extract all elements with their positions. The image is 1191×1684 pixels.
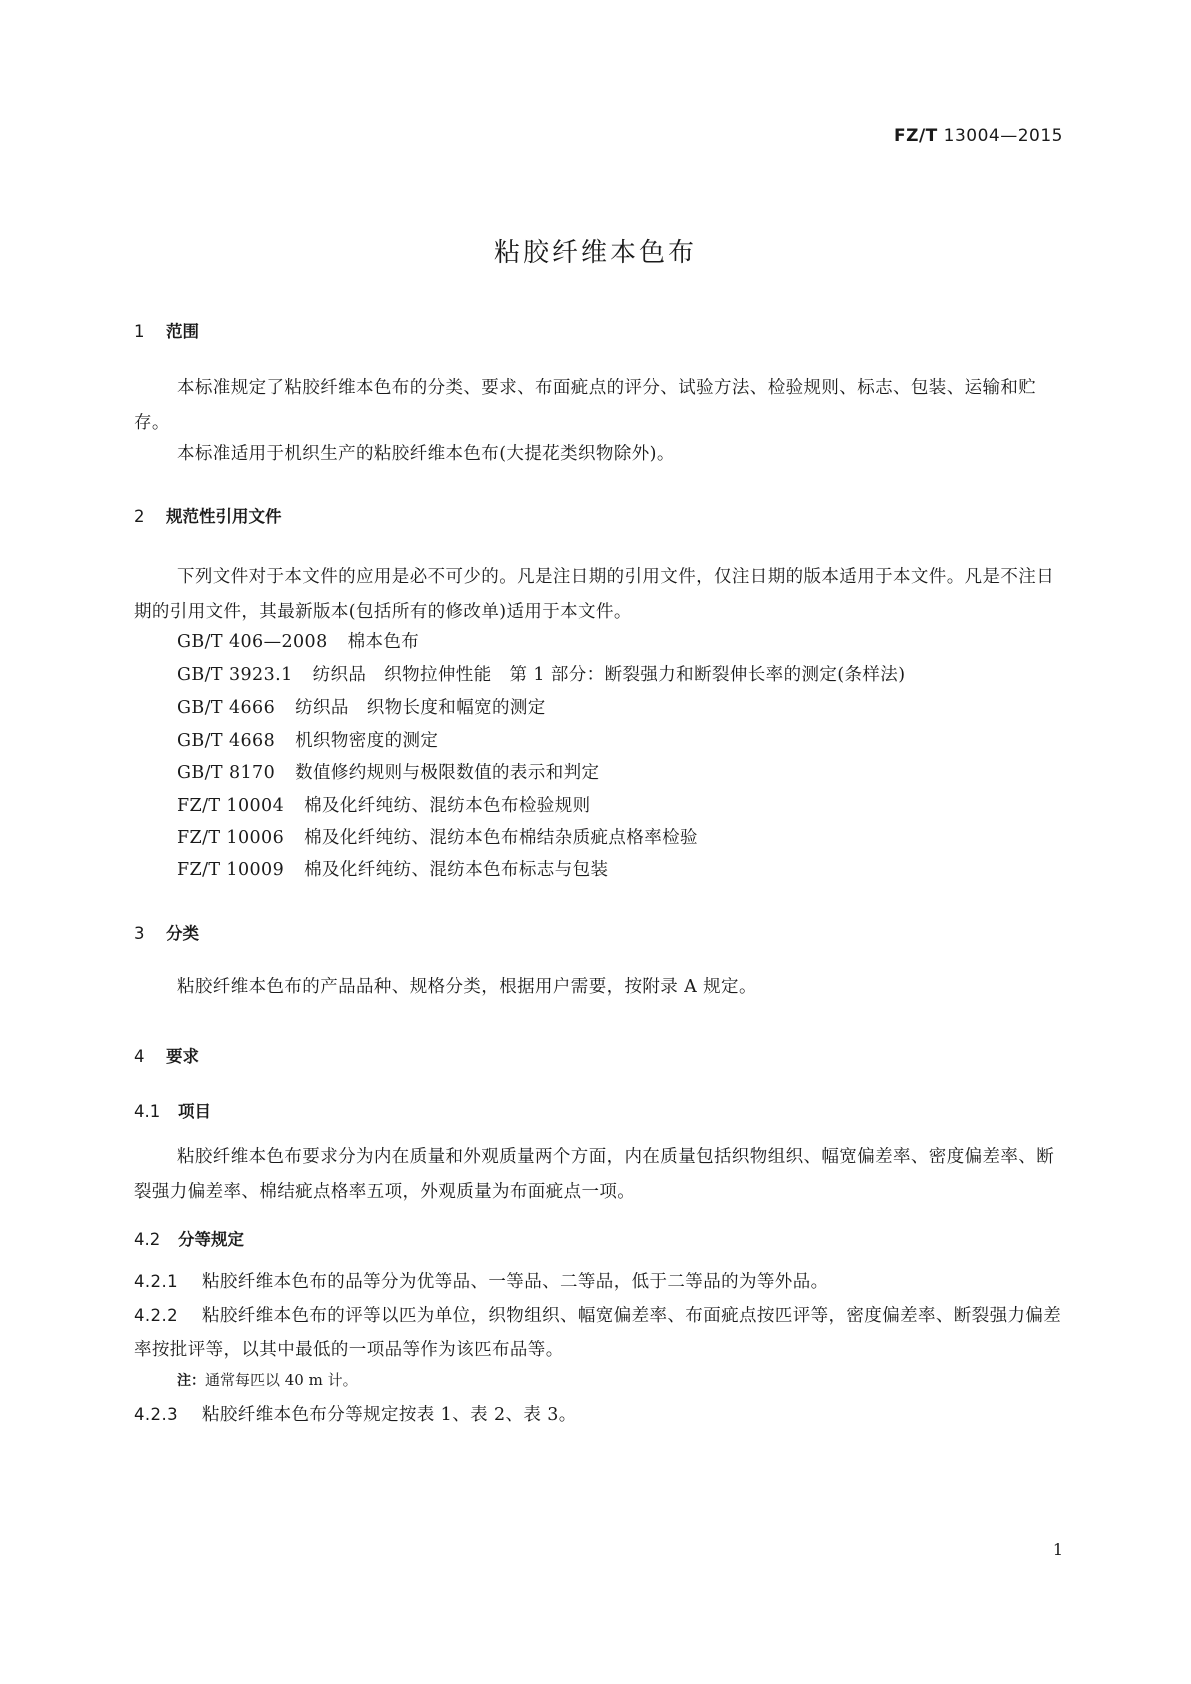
section-number: 2: [134, 507, 145, 526]
page-number: 1: [1052, 1540, 1063, 1559]
section-title: 要求: [166, 1047, 199, 1066]
note: [177, 1369, 358, 1390]
clause-4-2-2: [134, 1299, 1062, 1367]
section-number: 3: [134, 924, 145, 943]
reference-item: [177, 628, 419, 653]
paragraph-text: 本标准规定了粘胶纤维本色布的分类、要求、布面疵点的评分、试验方法、检验规则、标志、包装、运输和贮存。: [134, 378, 1037, 433]
clause-number: 4.2.2: [134, 1306, 178, 1325]
paragraph-text: 下列文件对于本文件的应用是必不可少的。凡是注日期的引用文件，仅注日期的版本适用于本文件。凡是不注日期的引用文件，其最新版本(包括所有的修改单)适用于本文件。: [134, 567, 1055, 622]
reference-code: GB/T 8170: [177, 763, 276, 783]
reference-item: [177, 727, 438, 752]
reference-item: [177, 856, 608, 881]
reference-code: FZ/T 10006: [177, 828, 285, 848]
reference-item: [177, 694, 546, 719]
section-number: 1: [134, 322, 145, 341]
paragraph-text: 粘胶纤维本色布的产品品种、规格分类，根据用户需要，按附录 A 规定。: [177, 977, 757, 997]
reference-title: 棉本色布: [347, 632, 420, 652]
reference-title: 纺织品 织物长度和幅宽的测定: [295, 698, 546, 718]
paragraph-text: 本标准适用于机织生产的粘胶纤维本色布(大提花类织物除外)。: [177, 444, 675, 464]
section-4-2-heading: [134, 1226, 244, 1250]
clause-4-2-3: [134, 1398, 1062, 1432]
standard-code-number: 13004—2015: [937, 126, 1063, 146]
paragraph-text: 粘胶纤维本色布要求分为内在质量和外观质量两个方面，内在质量包括织物组织、幅宽偏差率、密度偏差率、断裂强力偏差率、棉结疵点格率五项，外观质量为布面疵点一项。: [134, 1147, 1055, 1202]
standard-code: [894, 126, 1063, 146]
section-title: 范围: [166, 322, 199, 341]
section-number: 4.2: [134, 1230, 161, 1249]
section-4-1-paragraph-1: [134, 1140, 1062, 1210]
section-1-paragraph-2: [134, 437, 1062, 472]
section-number: 4: [134, 1047, 145, 1066]
reference-code: FZ/T 10004: [177, 796, 285, 816]
clause-text: 粘胶纤维本色布的评等以匹为单位，织物组织、幅宽偏差率、布面疵点按匹评等，密度偏差率、断裂强力偏差率按批评等，以其中最低的一项品等作为该匹布品等。: [134, 1306, 1062, 1360]
clause-number: 4.2.3: [134, 1405, 178, 1424]
reference-code: GB/T 4666: [177, 698, 276, 718]
section-3-paragraph-1: [134, 970, 1062, 1005]
section-4-1-heading: [134, 1098, 211, 1122]
reference-code: GB/T 406—2008: [177, 632, 328, 652]
clause-4-2-1: [134, 1265, 1062, 1299]
reference-item: [177, 792, 591, 817]
reference-item: [177, 661, 905, 686]
reference-title: 纺织品 织物拉伸性能 第 1 部分：断裂强力和断裂伸长率的测定(条样法): [312, 665, 906, 685]
section-2-heading: [134, 503, 282, 527]
reference-code: GB/T 3923.1: [177, 665, 293, 685]
clause-text: 粘胶纤维本色布分等规定按表 1、表 2、表 3。: [202, 1405, 577, 1425]
reference-title: 棉及化纤纯纺、混纺本色布检验规则: [304, 796, 591, 816]
reference-title: 棉及化纤纯纺、混纺本色布棉结杂质疵点格率检验: [304, 828, 698, 848]
section-4-heading: [134, 1043, 199, 1067]
reference-title: 数值修约规则与极限数值的表示和判定: [295, 763, 600, 783]
section-2-paragraph-1: [134, 560, 1062, 630]
note-text: 通常每匹以 40 m 计。: [205, 1371, 358, 1389]
section-title: 规范性引用文件: [166, 507, 282, 526]
section-number: 4.1: [134, 1102, 161, 1121]
reference-title: 机织物密度的测定: [295, 731, 439, 751]
section-1-paragraph-1: [134, 371, 1062, 441]
section-title: 分等规定: [178, 1230, 244, 1249]
section-title: 项目: [178, 1102, 211, 1121]
section-1-heading: [134, 318, 199, 342]
reference-code: FZ/T 10009: [177, 860, 285, 880]
reference-code: GB/T 4668: [177, 731, 276, 751]
document-title: 粘胶纤维本色布: [493, 238, 697, 268]
reference-title: 棉及化纤纯纺、混纺本色布标志与包装: [304, 860, 609, 880]
section-3-heading: [134, 920, 199, 944]
clause-text: 粘胶纤维本色布的品等分为优等品、一等品、二等品，低于二等品的为等外品。: [202, 1272, 829, 1292]
reference-item: [177, 824, 698, 849]
standard-code-prefix: FZ/T: [894, 126, 938, 146]
note-label: 注：: [177, 1373, 205, 1389]
section-title: 分类: [166, 924, 199, 943]
clause-number: 4.2.1: [134, 1272, 178, 1291]
reference-item: [177, 759, 599, 784]
